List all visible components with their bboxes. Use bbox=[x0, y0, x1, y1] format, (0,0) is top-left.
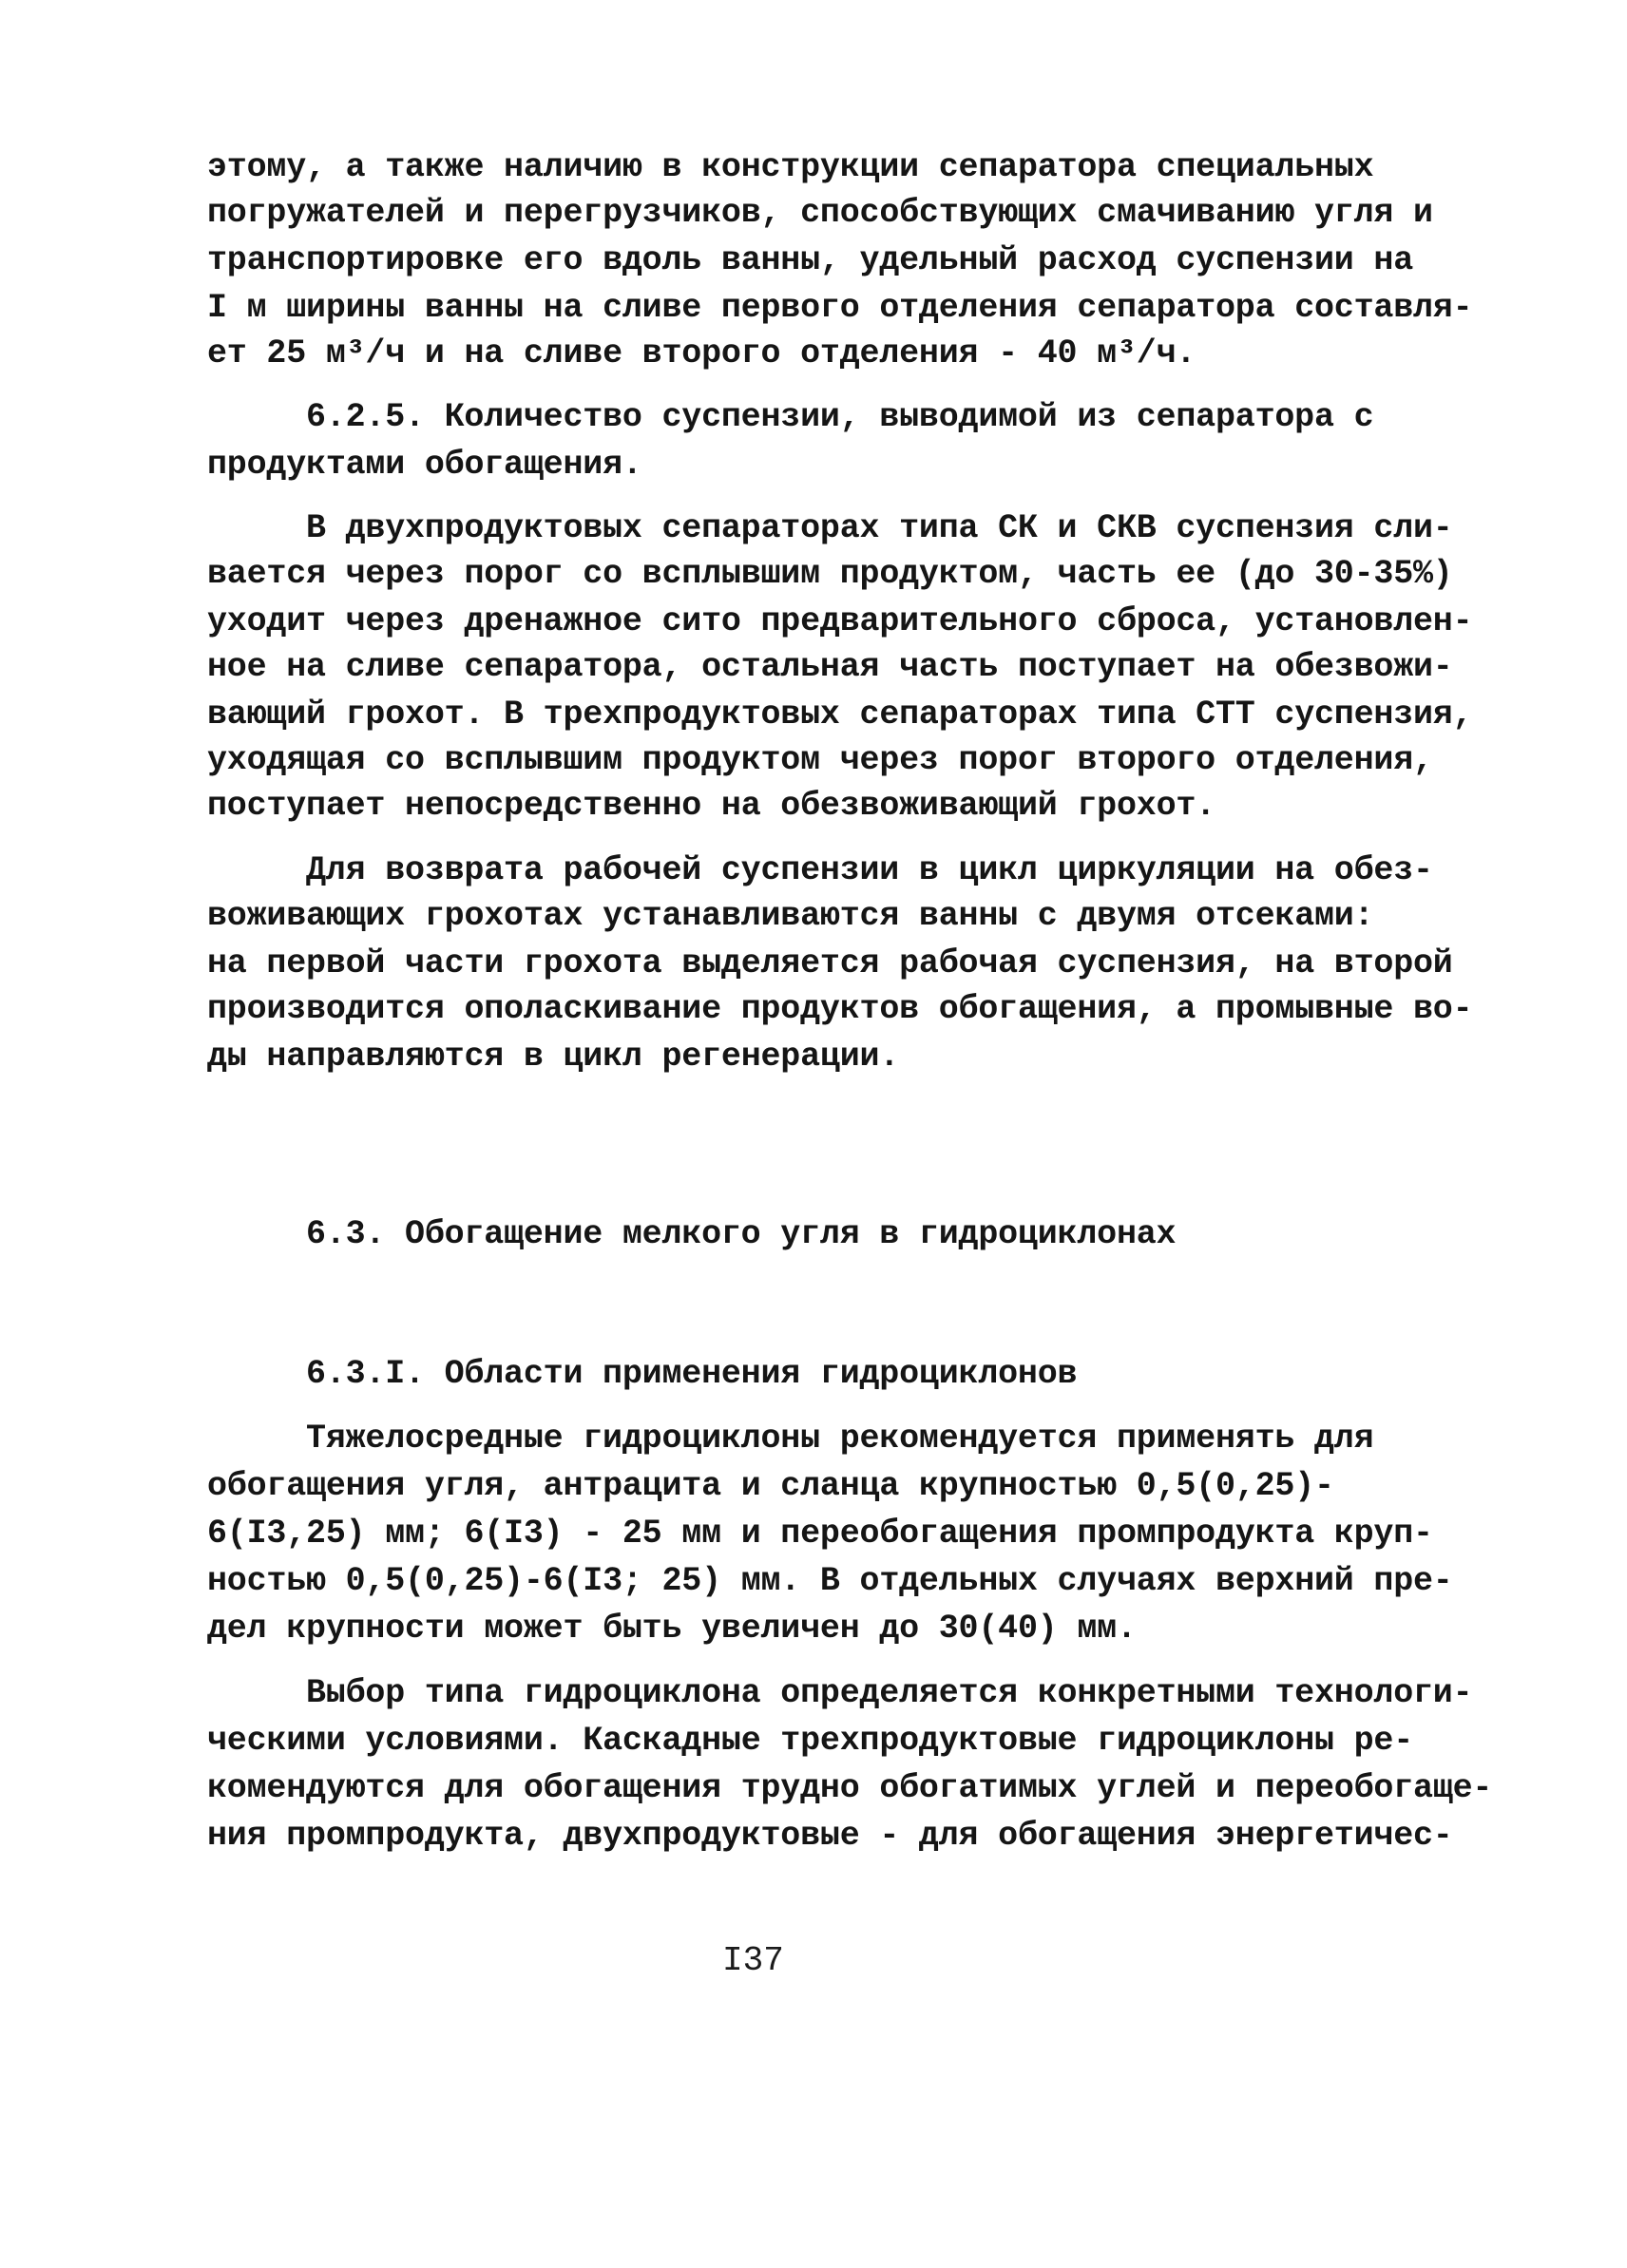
text-line: воживающих грохотах устанавливаются ванны с двумя отсеками: bbox=[207, 897, 1374, 935]
page-number: I37 bbox=[722, 1941, 784, 1980]
section-625-title: 6.2.5. Количество суспензии, выводимой из сепаратора с bbox=[306, 398, 1374, 436]
text-line: вается через порог со всплывшим продуктом, часть ее (до 30-35%) bbox=[207, 555, 1453, 593]
text-line: I м ширины ванны на сливе первого отделения сепаратора составля- bbox=[207, 289, 1473, 327]
text-line: транспортировке его вдоль ванны, удельный расход суспензии на bbox=[207, 241, 1414, 279]
text-line: вающий грохот. В трехпродуктовых сепараторах типа СТТ суспензия, bbox=[207, 696, 1473, 734]
text-line: Для возврата рабочей суспензии в цикл циркуляции на обез- bbox=[306, 851, 1433, 889]
text-line: ческими условиями. Каскадные трехпродуктовые гидроциклоны ре- bbox=[207, 1722, 1414, 1760]
text-line: погружателей и перегрузчиков, способствующих смачиванию угля и bbox=[207, 194, 1433, 232]
text-line: В двухпродуктовых сепараторах типа СК и СКВ суспензия сли- bbox=[306, 509, 1453, 547]
text-line: 6(I3,25) мм; 6(I3) - 25 мм и переобогащения промпродукта круп- bbox=[207, 1515, 1433, 1553]
text-line: ет 25 м³/ч и на сливе второго отделения - 40 м³/ч. bbox=[207, 334, 1196, 372]
text-line: комендуются для обогащения трудно обогатимых углей и переобогаще- bbox=[207, 1769, 1493, 1807]
text-line: на первой части грохота выделяется рабочая суспензия, на второй bbox=[207, 944, 1453, 982]
text-line: обогащения угля, антрацита и сланца крупностью 0,5(0,25)- bbox=[207, 1467, 1334, 1505]
section-heading-6-3: 6.3. Обогащение мелкого угля в гидроциклонах bbox=[306, 1215, 1177, 1253]
text-line: уходящая со всплывшим продуктом через порог второго отделения, bbox=[207, 741, 1433, 779]
section-heading-6-3-1: 6.3.I. Области применения гидроциклонов bbox=[306, 1355, 1078, 1393]
text-line: производится ополаскивание продуктов обогащения, а промывные во- bbox=[207, 990, 1473, 1028]
text-line: поступает непосредственно на обезвоживающий грохот. bbox=[207, 787, 1215, 825]
text-line: дел крупности может быть увеличен до 30(40) мм. bbox=[207, 1610, 1137, 1648]
text-line: этому, а также наличию в конструкции сепаратора специальных bbox=[207, 148, 1374, 186]
text-line: ния промпродукта, двухпродуктовые - для обогащения энергетичес- bbox=[207, 1817, 1453, 1855]
text-line: ды направляются в цикл регенерации. bbox=[207, 1038, 900, 1076]
section-625-title-cont: продуктами обогащения. bbox=[207, 446, 642, 484]
text-line: Тяжелосредные гидроциклоны рекомендуется применять для bbox=[306, 1420, 1374, 1458]
text-line: ное на сливе сепаратора, остальная часть поступает на обезвожи- bbox=[207, 648, 1453, 686]
text-line: ностью 0,5(0,25)-6(I3; 25) мм. В отдельных случаях верхний пре- bbox=[207, 1562, 1453, 1600]
text-line: Выбор типа гидроциклона определяется конкретными технологи- bbox=[306, 1674, 1473, 1712]
text-line: уходит через дренажное сито предварительного сброса, установлен- bbox=[207, 602, 1473, 640]
